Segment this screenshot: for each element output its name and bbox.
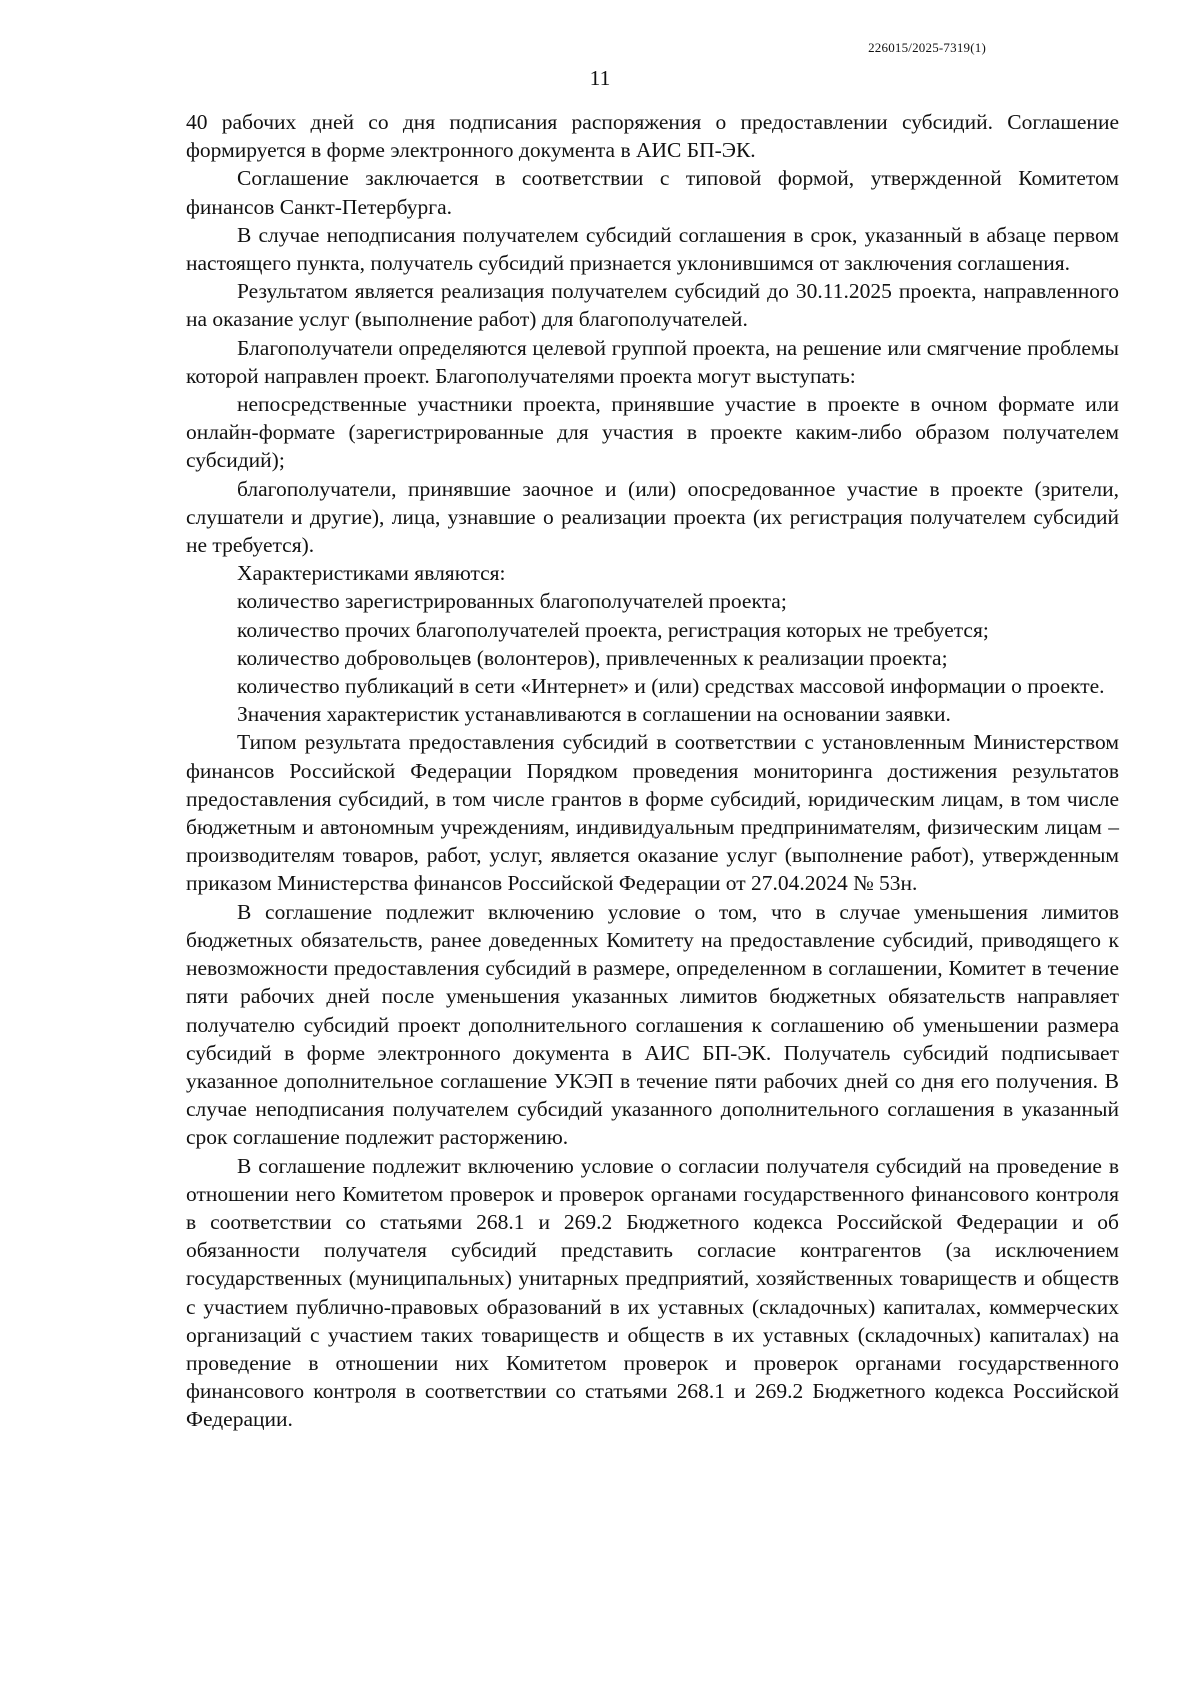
paragraph-characteristic-other: количество прочих благополучателей проекта, регистрация которых не требуется; xyxy=(237,617,989,642)
paragraph-result: Результатом является реализация получателем субсидий до 30.11.2025 проекта, направленного на оказание услуг (выполнение работ) для благополучателей. xyxy=(186,279,1119,332)
paragraph-characteristic-volunteers: количество добровольцев (волонтеров), привлеченных к реализации проекта; xyxy=(237,645,948,670)
paragraph-indirect-participants: благополучатели, принявшие заочное и (или) опосредованное участие в проекте (зрители, слушатели и другие), лица, узнавшие о реализации проекта (их регистрация получателем субсидий не требуется). xyxy=(186,476,1119,558)
paragraph-characteristic-publications: количество публикаций в сети «Интернет» и (или) средствах массовой информации о проекте. xyxy=(237,674,1105,699)
paragraph-beneficiaries: Благополучатели определяются целевой группой проекта, на решение или смягчение проблемы которой направлен проект. Благополучателями проекта могут выступать: xyxy=(186,335,1119,388)
paragraph-continuation: 40 рабочих дней со дня подписания распоряжения о предоставлении субсидий. Соглашение формируется в форме электронного документа в АИС БП-ЭК. xyxy=(186,110,1119,163)
paragraph-characteristic-registered: количество зарегистрированных благополучателей проекта; xyxy=(237,589,787,614)
paragraph-limit-reduction: В соглашение подлежит включению условие о том, что в случае уменьшения лимитов бюджетных обязательств, ранее доведенных Комитету на предоставление субсидий, приводящего к невозможности предоставления субсидий в размере, определенном в соглашении, Комитет в течение пяти рабочих дней после уменьшения указанных лимитов бюджетных обязательств направляет получателю субсидий проект дополнительного соглашения к соглашению об уменьшении размера субсидий в форме электронного документа в АИС БП-ЭК. Получатель субсидий подписывает указанное дополнительное соглашение УКЭП в течение пяти рабочих дней со дня его получения. В случае неподписания получателем субсидий указанного дополнительного соглашения в указанный срок соглашение подлежит расторжению. xyxy=(186,899,1119,1150)
paragraph-non-signing: В случае неподписания получателем субсидий соглашения в срок, указанный в абзаце первом настоящего пункта, получатель субсидий признается уклонившимся от заключения соглашения. xyxy=(186,222,1119,276)
paragraph-direct-participants: непосредственные участники проекта, принявшие участие в проекте в очном формате или онлайн-формате (зарегистрированные для участия в проекте каким-либо образом получателем субсидий); xyxy=(186,392,1119,473)
paragraph-inspection-consent: В соглашение подлежит включению условие о согласии получателя субсидий на проведение в отношении него Комитетом проверок и проверок органами государственного финансового контроля в соответствии со статьями 268.1 и 269.2 Бюджетного кодекса Российской Федерации и об обязанности получателя субсидий представить согласие контрагентов (за исключением государственных (муниципальных) унитарных предприятий, хозяйственных товариществ и обществ с участием публично-правовых образований в их уставных (складочных) капиталах, коммерческих организаций с участием таких товариществ и обществ в их уставных (складочных) капиталах) на проведение в отношении них Комитетом проверок и проверок органами государственного финансового контроля в соответствии со статьями 268.1 и 269.2 Бюджетного кодекса Российской Федерации. xyxy=(186,1153,1119,1432)
paragraph-characteristics: Характеристиками являются: xyxy=(237,561,506,586)
paragraph-agreement-form: Соглашение заключается в соответствии с типовой формой, утвержденной Комитетом финансов Санкт-Петербурга. xyxy=(186,166,1119,219)
paragraph-result-type: Типом результата предоставления субсидий в соответствии с установленным Министерством финансов Российской Федерации Порядком проведения мониторинга достижения результатов предоставления субсидий, в том числе грантов в форме субсидий, юридическим лицам, в том числе бюджетным и автономным учреждениям, индивидуальным предпринимателям, физическим лицам – производителям товаров, работ, услуг, является оказание услуг (выполнение работ), утвержденным приказом Министерства финансов Российской Федерации от 27.04.2024 № 53н. xyxy=(186,730,1119,896)
document-id: 226015/2025-7319(1) xyxy=(868,40,986,55)
page-number: 11 xyxy=(589,66,611,90)
document-body xyxy=(186,108,1119,1434)
paragraph-characteristic-values: Значения характеристик устанавливаются в соглашении на основании заявки. xyxy=(237,702,951,727)
